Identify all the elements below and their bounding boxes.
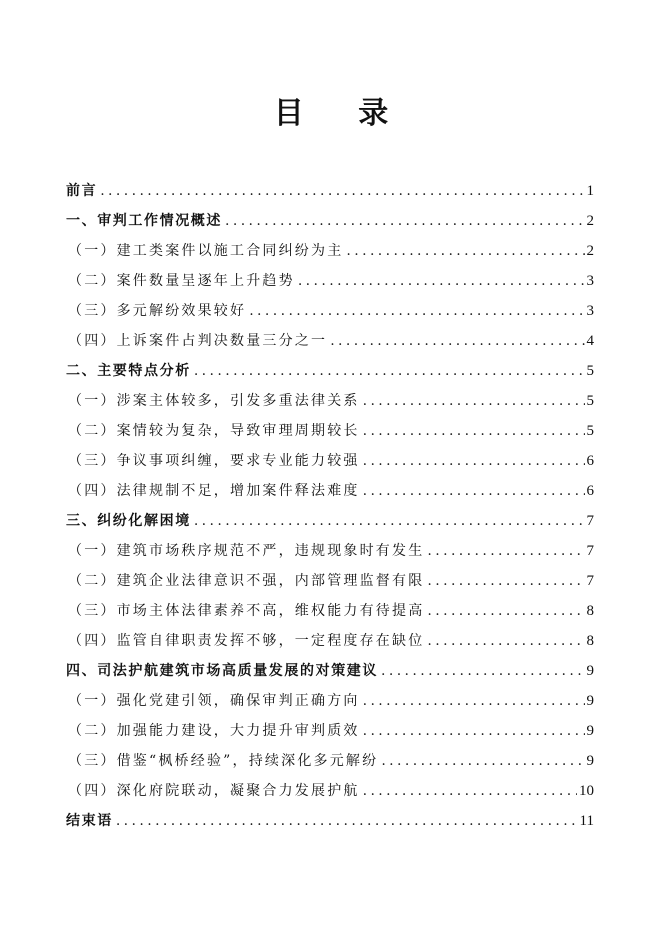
toc-subsection-entry[interactable]	[66, 630, 594, 660]
toc-entry-title: （四）深化府院联动，凝聚合力发展护航	[68, 783, 360, 799]
toc-page-number: 6	[586, 453, 594, 469]
toc-entry-title: 一、审判工作情况概述	[66, 213, 222, 229]
table-of-contents	[66, 180, 594, 840]
toc-page-number: 7	[586, 513, 594, 529]
toc-page-number: 3	[586, 303, 594, 319]
dot-leader	[298, 273, 585, 289]
toc-page-number: 2	[586, 213, 594, 229]
toc-entry-title: （三）多元解纷效果较好	[68, 303, 247, 319]
dot-leader	[381, 753, 584, 769]
toc-entry-title: （四）法律规制不足，增加案件释法难度	[68, 483, 360, 499]
toc-section-entry[interactable]	[66, 660, 594, 690]
toc-subsection-entry[interactable]	[66, 540, 594, 570]
toc-page-number: 5	[586, 423, 594, 439]
toc-subsection-entry[interactable]	[66, 420, 594, 450]
toc-entry-title: （三）借鉴“枫桥经验”，持续深化多元解纷	[68, 753, 379, 769]
dot-leader	[249, 303, 584, 319]
dot-leader	[363, 393, 585, 409]
toc-subsection-entry[interactable]	[66, 240, 594, 270]
toc-entry-title: （一）强化党建引领，确保审判正确方向	[68, 693, 360, 709]
dot-leader	[194, 513, 585, 529]
dot-leader	[346, 243, 584, 259]
toc-subsection-entry[interactable]	[66, 720, 594, 750]
toc-section-entry[interactable]	[66, 180, 594, 210]
toc-entry-title: （二）加强能力建设，大力提升审判质效	[68, 723, 360, 739]
toc-subsection-entry[interactable]	[66, 600, 594, 630]
toc-subsection-entry[interactable]	[66, 450, 594, 480]
toc-section-entry[interactable]	[66, 810, 594, 840]
dot-leader	[363, 783, 577, 799]
toc-subsection-entry[interactable]	[66, 780, 594, 810]
toc-subsection-entry[interactable]	[66, 270, 594, 300]
toc-subsection-entry[interactable]	[66, 750, 594, 780]
dot-leader	[427, 603, 584, 619]
toc-section-entry[interactable]	[66, 510, 594, 540]
dot-leader	[381, 663, 585, 679]
toc-page-number: 5	[586, 393, 594, 409]
toc-page-number: 1	[586, 183, 594, 199]
dot-leader	[427, 543, 584, 559]
toc-page-number: 2	[586, 243, 594, 259]
toc-entry-title: （三）市场主体法律素养不高，维权能力有待提高	[68, 603, 425, 619]
toc-entry-title: （二）案情较为复杂，导致审理周期较长	[68, 423, 360, 439]
toc-page-number: 7	[586, 573, 594, 589]
dot-leader	[225, 213, 585, 229]
toc-entry-title: （三）争议事项纠缠，要求专业能力较强	[68, 453, 360, 469]
toc-page-number: 4	[586, 333, 594, 349]
toc-subsection-entry[interactable]	[66, 690, 594, 720]
toc-page-number: 9	[586, 693, 594, 709]
toc-section-entry[interactable]	[66, 360, 594, 390]
toc-page-number: 5	[586, 363, 594, 379]
toc-subsection-entry[interactable]	[66, 480, 594, 510]
toc-subsection-entry[interactable]	[66, 570, 594, 600]
toc-page-number: 8	[586, 603, 594, 619]
dot-leader	[116, 813, 578, 829]
dot-leader	[363, 483, 585, 499]
toc-subsection-entry[interactable]	[66, 390, 594, 420]
toc-entry-title: （二）建筑企业法律意识不强，内部管理监督有限	[68, 573, 425, 589]
toc-page-number: 6	[586, 483, 594, 499]
toc-page-number: 8	[586, 633, 594, 649]
dot-leader	[427, 573, 584, 589]
toc-entry-title: （一）涉案主体较多，引发多重法律关系	[68, 393, 360, 409]
toc-entry-title: 前言	[66, 183, 98, 199]
toc-page-number: 3	[586, 273, 594, 289]
toc-entry-title: 三、纠纷化解困境	[66, 513, 191, 529]
dot-leader	[330, 333, 584, 349]
toc-subsection-entry[interactable]	[66, 330, 594, 360]
page-title: 目 录	[273, 96, 411, 131]
dot-leader	[363, 453, 585, 469]
dot-leader	[427, 633, 584, 649]
toc-page-number: 10	[579, 783, 594, 799]
dot-leader	[100, 183, 584, 199]
dot-leader	[363, 723, 585, 739]
toc-subsection-entry[interactable]	[66, 300, 594, 330]
toc-entry-title: （一）建工类案件以施工合同纠纷为主	[68, 243, 344, 259]
toc-page-number: 9	[586, 723, 594, 739]
toc-section-entry[interactable]	[66, 210, 594, 240]
toc-entry-title: （四）监管自律职责发挥不够，一定程度存在缺位	[68, 633, 425, 649]
dot-leader	[363, 693, 585, 709]
toc-page-number: 9	[586, 753, 594, 769]
toc-entry-title: （二）案件数量呈逐年上升趋势	[68, 273, 295, 289]
dot-leader	[363, 423, 585, 439]
toc-entry-title: （四）上诉案件占判决数量三分之一	[68, 333, 328, 349]
toc-page-number: 7	[586, 543, 594, 559]
toc-entry-title: 结束语	[66, 813, 113, 829]
toc-page-number: 11	[579, 813, 594, 829]
toc-entry-title: （一）建筑市场秩序规范不严，违规现象时有发生	[68, 543, 425, 559]
toc-page-number: 9	[586, 663, 594, 679]
toc-entry-title: 四、司法护航建筑市场高质量发展的对策建议	[66, 663, 378, 679]
toc-entry-title: 二、主要特点分析	[66, 363, 191, 379]
dot-leader	[194, 363, 585, 379]
